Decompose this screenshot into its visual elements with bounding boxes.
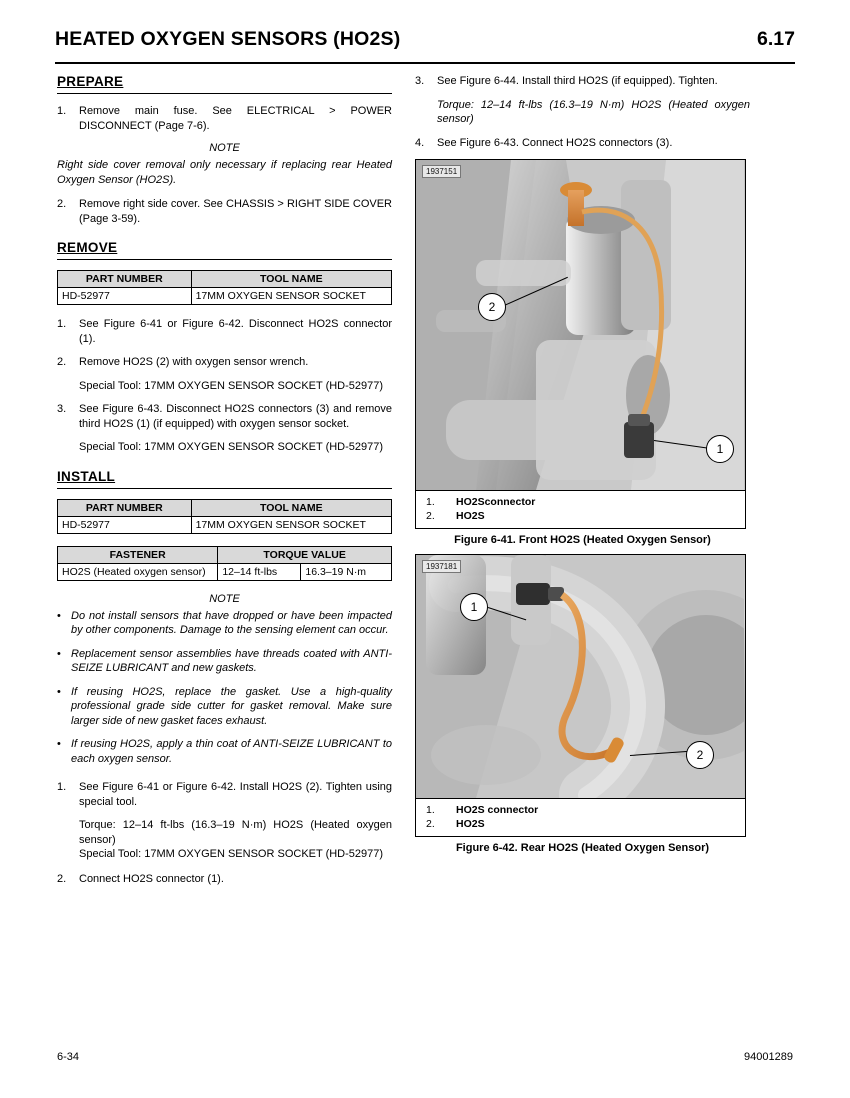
table-cell: 17MM OXYGEN SENSOR SOCKET xyxy=(191,516,391,533)
bullet-marker: • xyxy=(57,685,61,698)
list-item-number: 2. xyxy=(57,872,67,885)
section-heading-remove: REMOVE xyxy=(57,240,118,255)
engine-illustration xyxy=(416,160,744,490)
figure-image xyxy=(416,555,745,798)
list-item-number: 1. xyxy=(57,781,67,793)
legend-number: 1. xyxy=(426,804,435,816)
bullet-item xyxy=(57,737,392,766)
figure-caption: Figure 6-42. Rear HO2S (Heated Oxygen Sensor) xyxy=(455,842,710,854)
list-item-text: See Figure 6-43. Connect HO2S connectors (3). xyxy=(437,136,673,149)
list-item xyxy=(57,402,392,431)
legend-text: HO2Sconnector xyxy=(456,496,536,508)
legend-text: HO2S xyxy=(456,510,485,522)
list-item-subtext: Torque: 12–14 ft-lbs (16.3–19 N·m) HO2S (Heated oxygen sensor) xyxy=(79,819,392,846)
table-cell: 12–14 ft-lbs xyxy=(218,563,301,580)
table-cell: HD-52977 xyxy=(58,288,192,305)
column-header: PART NUMBER xyxy=(58,499,192,516)
section-rule xyxy=(57,93,392,94)
list-item xyxy=(57,317,392,346)
list-item-text: Remove HO2S (2) with oxygen sensor wrench. xyxy=(79,356,309,368)
section-heading-install: INSTALL xyxy=(57,468,116,484)
legend-number: 2. xyxy=(426,818,435,830)
bullet-item xyxy=(57,609,392,638)
note-text: Right side cover removal only necessary if replacing rear Heated Oxygen Sensor (HO2S). xyxy=(57,159,392,186)
bullet-text: If reusing HO2S, apply a thin coat of ANTI-SEIZE LUBRICANT to each oxygen sensor. xyxy=(71,738,392,765)
bullet-item xyxy=(57,647,392,676)
legend-row xyxy=(426,509,739,523)
figure-image xyxy=(416,160,745,490)
install-tool-table xyxy=(57,499,392,534)
column-header: TOOL NAME xyxy=(191,271,391,288)
list-item-text: Remove main fuse. See ELECTRICAL > POWER DISCONNECT (Page 7-6). xyxy=(79,105,392,132)
list-item-text: See Figure 6-41 or Figure 6-42. Install HO2S (2). Tighten using special tool. xyxy=(79,781,392,808)
legend-row xyxy=(426,817,739,831)
footer-left: 6-34 xyxy=(57,1051,80,1063)
list-item xyxy=(57,872,392,887)
list-item-text: See Figure 6-43. Disconnect HO2S connectors (3) and remove third HO2S (1) (if equipped) with oxygen sensor socket. xyxy=(79,403,392,430)
page-title: HEATED OXYGEN SENSORS (HO2S) xyxy=(55,28,401,50)
callout-2: 2 xyxy=(478,293,506,321)
table-row xyxy=(58,516,392,533)
header-divider xyxy=(55,62,795,64)
table-header-row xyxy=(58,546,392,563)
list-item-text: Remove right side cover. See CHASSIS > RIGHT SIDE COVER (Page 3-59). xyxy=(79,198,392,225)
legend-row xyxy=(426,495,739,509)
figure-legend xyxy=(416,798,745,836)
section-rule xyxy=(57,259,392,260)
page-header xyxy=(55,28,795,51)
figure-rear-ho2s xyxy=(415,554,746,837)
section-heading-prepare: PREPARE xyxy=(57,74,124,89)
list-item-subtext: Special Tool: 17MM OXYGEN SENSOR SOCKET (HD-52977) xyxy=(79,848,384,860)
list-item-number: 2. xyxy=(57,356,67,368)
callout-2: 2 xyxy=(686,741,714,769)
section-rule xyxy=(57,488,392,489)
table-row xyxy=(58,563,392,580)
list-item xyxy=(415,74,750,89)
column-header: TORQUE VALUE xyxy=(218,546,392,563)
table-header-row xyxy=(58,499,392,516)
legend-row xyxy=(426,803,739,817)
figure-legend xyxy=(416,490,745,528)
section-remove xyxy=(57,240,392,455)
list-item xyxy=(57,197,392,226)
list-item xyxy=(57,104,392,133)
list-item xyxy=(415,136,750,151)
column-header: TOOL NAME xyxy=(191,499,391,516)
list-item-number: 2. xyxy=(57,198,67,210)
column-header: PART NUMBER xyxy=(58,271,192,288)
left-column xyxy=(57,74,392,895)
list-item-number: 4. xyxy=(415,136,425,149)
section-prepare xyxy=(57,74,392,226)
figure-front-ho2s xyxy=(415,159,746,529)
note-label: NOTE xyxy=(209,142,240,154)
list-item-subtext: Special Tool: 17MM OXYGEN SENSOR SOCKET (HD-52977) xyxy=(79,441,384,453)
bullet-item xyxy=(57,685,392,729)
table-cell: HD-52977 xyxy=(58,516,192,533)
legend-number: 2. xyxy=(426,510,435,522)
list-item-subtext: Special Tool: 17MM OXYGEN SENSOR SOCKET (HD-52977) xyxy=(79,379,384,392)
section-install xyxy=(57,469,392,887)
table-cell: 16.3–19 N·m xyxy=(301,563,392,580)
bullet-text: If reusing HO2S, replace the gasket. Use a high-quality professional grade side cutter for gasket removal. Make sure larger side of new gasket faces exhaust. xyxy=(71,685,392,727)
legend-text: HO2S xyxy=(456,818,485,830)
figure-id-label: 1937181 xyxy=(422,560,461,573)
bullet-marker: • xyxy=(57,738,61,750)
bullet-marker: • xyxy=(57,609,61,622)
bullet-marker: • xyxy=(57,647,61,660)
remove-tool-table xyxy=(57,270,392,305)
note-label: NOTE xyxy=(209,592,240,605)
footer-right: 94001289 xyxy=(744,1051,793,1063)
list-item-number: 1. xyxy=(57,318,67,330)
list-item-text: Connect HO2S connector (1). xyxy=(79,872,224,885)
list-item-number: 3. xyxy=(57,403,67,415)
table-row xyxy=(58,288,392,305)
callout-1: 1 xyxy=(460,593,488,621)
list-item xyxy=(57,355,392,370)
figure-caption: Figure 6-41. Front HO2S (Heated Oxygen Sensor) xyxy=(454,534,711,546)
list-item-number: 1. xyxy=(57,105,67,117)
table-header-row xyxy=(58,271,392,288)
right-column xyxy=(415,74,750,854)
table-cell: 17MM OXYGEN SENSOR SOCKET xyxy=(191,288,391,305)
torque-table xyxy=(57,546,392,581)
table-cell: HO2S (Heated oxygen sensor) xyxy=(58,563,218,580)
figure-id-label: 1937151 xyxy=(422,165,461,178)
list-item xyxy=(57,780,392,809)
legend-number: 1. xyxy=(426,496,435,508)
header-page-number: 6.17 xyxy=(757,28,795,50)
bullet-text: Replacement sensor assemblies have threads coated with ANTI-SEIZE LUBRICANT and new gaskets. xyxy=(71,647,392,674)
bullet-text: Do not install sensors that have dropped or have been impacted by other components. Damage to the sensing element can occur. xyxy=(71,609,392,636)
list-item-number: 3. xyxy=(415,75,425,87)
list-item-subtext: Torque: 12–14 ft-lbs (16.3–19 N·m) HO2S (Heated oxygen sensor) xyxy=(437,98,750,125)
legend-text: HO2S connector xyxy=(456,804,539,816)
callout-1: 1 xyxy=(706,435,734,463)
list-item-text: See Figure 6-44. Install third HO2S (if equipped). Tighten. xyxy=(437,75,718,87)
column-header: FASTENER xyxy=(58,546,218,563)
list-item-text: See Figure 6-41 or Figure 6-42. Disconnect HO2S connector (1). xyxy=(79,318,392,345)
